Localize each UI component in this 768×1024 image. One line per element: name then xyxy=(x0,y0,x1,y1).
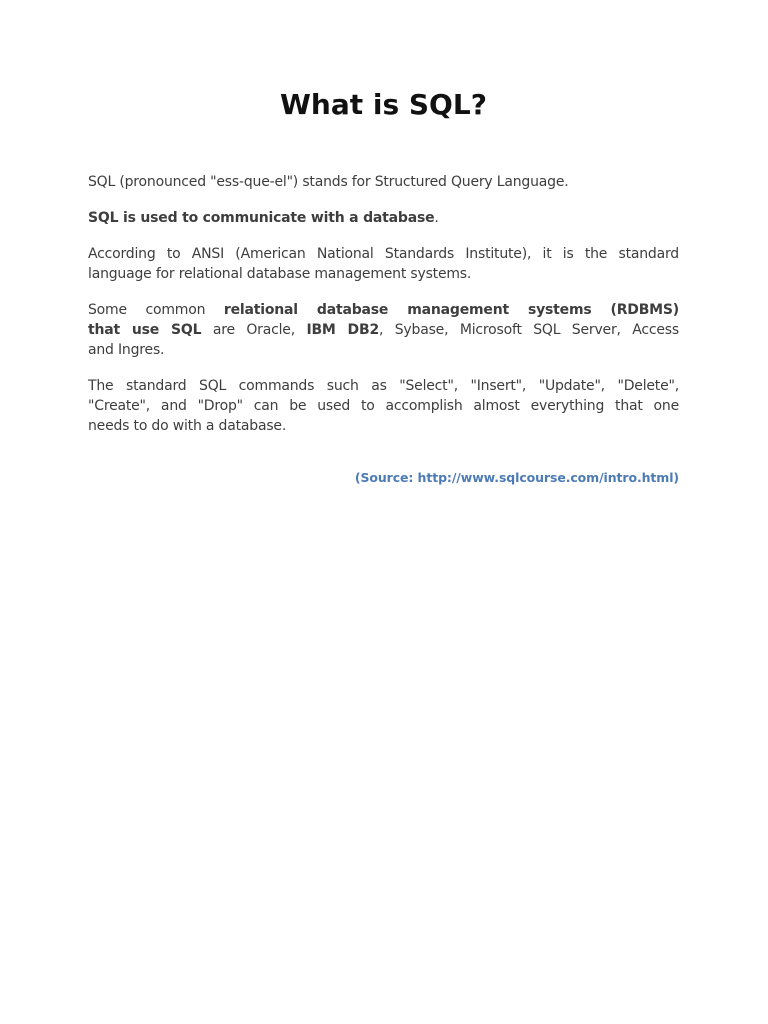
paragraph-rdbms-examples xyxy=(88,300,679,360)
text-line xyxy=(88,396,679,416)
text-run: Some common xyxy=(88,302,224,318)
paragraph-sql-commands xyxy=(88,376,679,436)
text-run: are Oracle, xyxy=(201,322,307,338)
body-paragraphs xyxy=(88,172,679,436)
text-line xyxy=(88,340,679,360)
source-link[interactable]: (Source: http://www.sqlcourse.com/intro.html) xyxy=(354,470,679,485)
text-run: The standard SQL commands such as "Select", "Insert", "Update", "Delete", xyxy=(88,378,679,394)
text-run: . xyxy=(434,210,439,226)
text-line xyxy=(88,320,679,340)
text-line xyxy=(88,376,679,396)
text-line xyxy=(88,172,679,192)
bold-text-run: relational database management systems (RDBMS) xyxy=(223,302,679,318)
text-line xyxy=(88,244,679,264)
text-run: and Ingres. xyxy=(88,342,165,358)
text-line xyxy=(88,264,679,284)
text-line xyxy=(88,208,679,228)
text-run: "Create", and "Drop" can be used to accomplish almost everything that one xyxy=(88,398,679,414)
text-line xyxy=(88,416,679,436)
text-run: needs to do with a database. xyxy=(88,418,287,434)
document-content xyxy=(88,0,679,486)
paragraph-pronounced xyxy=(88,172,679,192)
bold-text-run: SQL is used to communicate with a database xyxy=(88,210,435,226)
paragraph-communicate xyxy=(88,208,679,228)
text-run: , Sybase, Microsoft SQL Server, Access xyxy=(379,322,679,338)
bold-text-run: that use SQL xyxy=(88,322,202,338)
text-line xyxy=(88,300,679,320)
paragraph-ansi-standard xyxy=(88,244,679,284)
text-run: According to ANSI (American National Standards Institute), it is the standard xyxy=(88,246,679,262)
text-run: language for relational database management systems. xyxy=(88,266,472,282)
page-title: What is SQL? xyxy=(280,88,487,121)
bold-text-run: IBM DB2 xyxy=(306,322,379,338)
text-run: SQL (pronounced "ess-que-el") stands for Structured Query Language. xyxy=(88,174,569,190)
